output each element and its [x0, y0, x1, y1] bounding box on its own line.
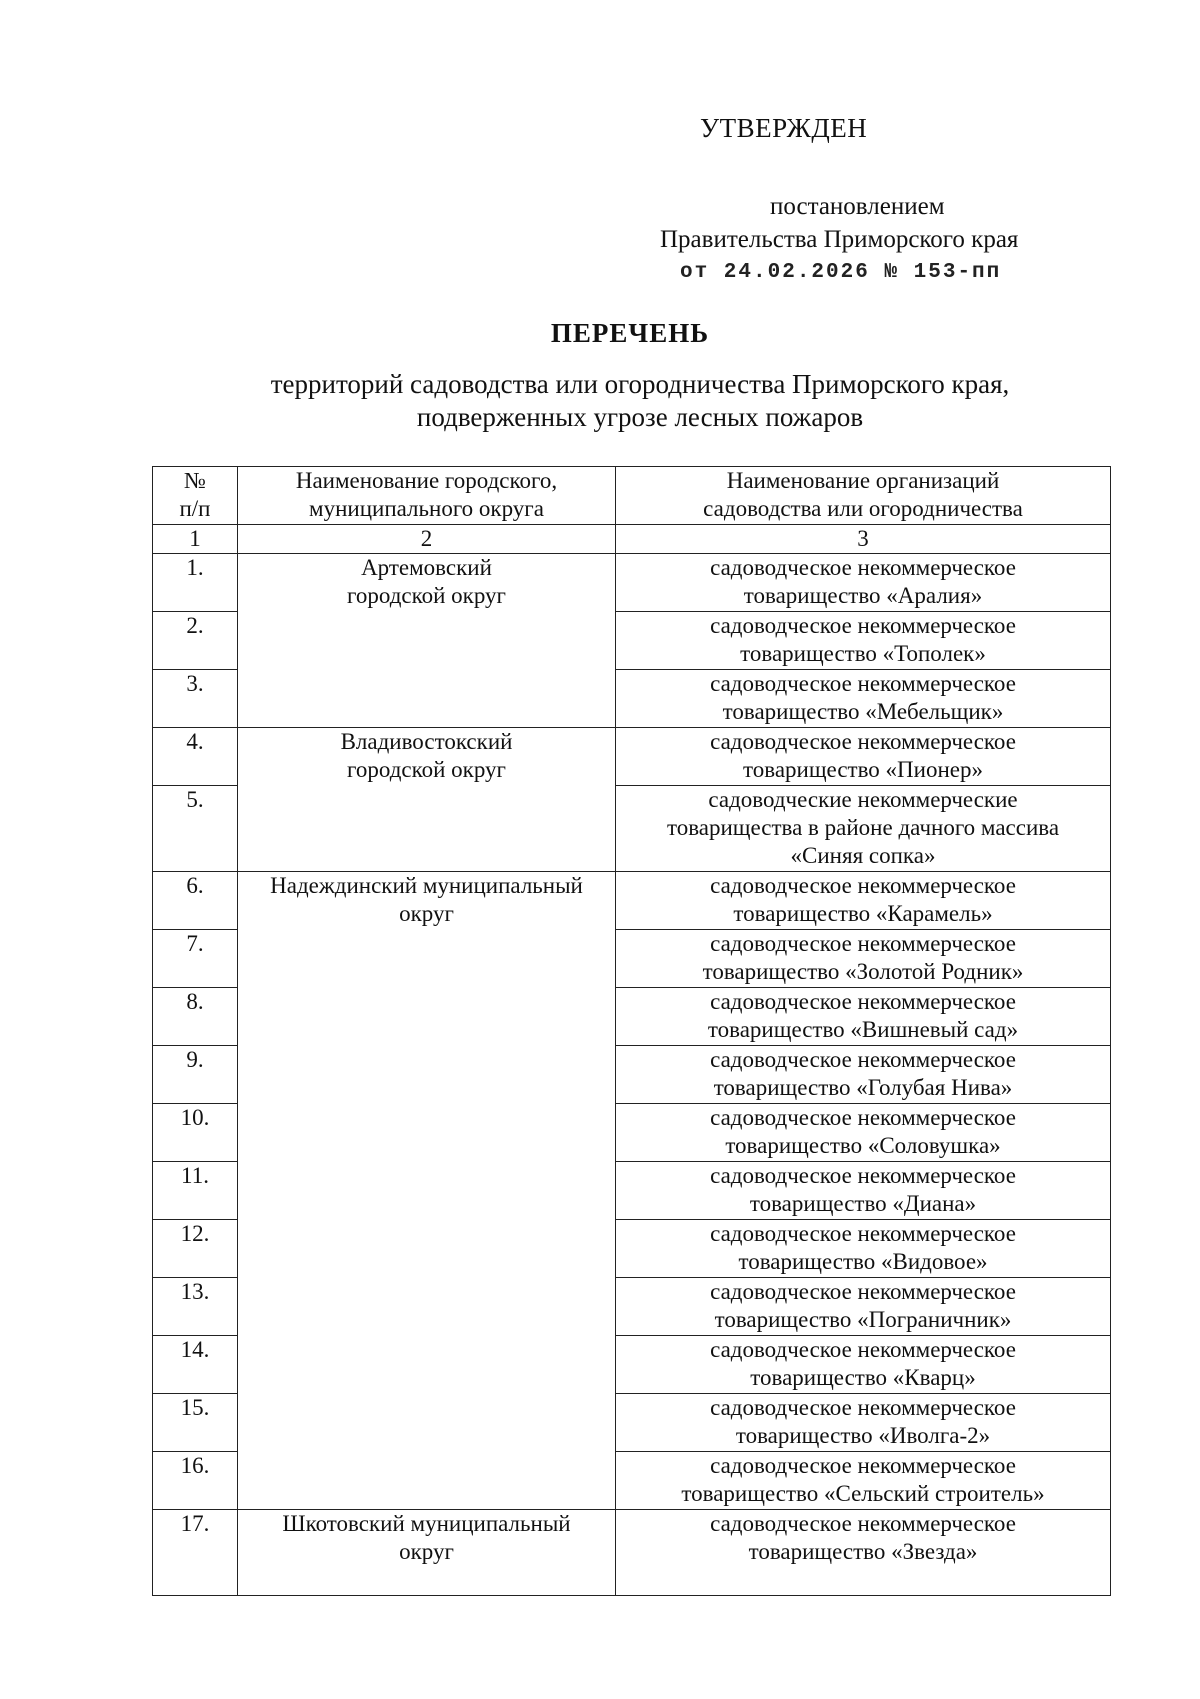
row-number: 1. — [153, 554, 238, 612]
table-row — [153, 554, 1111, 612]
organization-cell: садоводческое некоммерческое товарищество «Пионер» — [616, 728, 1111, 786]
decree-line-1: постановлением — [770, 193, 945, 220]
organization-cell: садоводческое некоммерческое товарищество «Аралия» — [616, 554, 1111, 612]
organization-cell: садоводческое некоммерческое товарищество «Видовое» — [616, 1220, 1111, 1278]
table-row — [153, 872, 1111, 930]
row-number: 2. — [153, 612, 238, 670]
table-header-row — [153, 467, 1111, 525]
row-number: 17. — [153, 1510, 238, 1596]
district-cell: Шкотовский муниципальный округ — [238, 1510, 616, 1596]
row-number: 4. — [153, 728, 238, 786]
document-subtitle — [200, 368, 1080, 434]
row-number: 11. — [153, 1162, 238, 1220]
decree-date-number: от 24.02.2026 № 153-пп — [680, 261, 1002, 284]
organization-cell: садоводческое некоммерческое товарищество «Звезда» — [616, 1510, 1111, 1596]
column-number: 2 — [238, 525, 616, 554]
row-number: 15. — [153, 1394, 238, 1452]
table-row — [153, 1510, 1111, 1596]
row-number: 3. — [153, 670, 238, 728]
organization-cell: садоводческое некоммерческое товарищество «Тополек» — [616, 612, 1111, 670]
organization-cell: садоводческое некоммерческое товарищество «Сельский строитель» — [616, 1452, 1111, 1510]
organization-cell: садоводческое некоммерческое товарищество «Золотой Родник» — [616, 930, 1111, 988]
decree-line-2: Правительства Приморского края — [660, 226, 1019, 253]
row-number: 7. — [153, 930, 238, 988]
header-number: № п/п — [153, 467, 238, 525]
row-number: 9. — [153, 1046, 238, 1104]
approval-stamp: УТВЕРЖДЕН — [700, 113, 868, 143]
organization-cell: садоводческое некоммерческое товарищество «Карамель» — [616, 872, 1111, 930]
column-number: 1 — [153, 525, 238, 554]
organization-cell: садоводческое некоммерческое товарищество «Диана» — [616, 1162, 1111, 1220]
organization-cell: садоводческие некоммерческие товарищества в районе дачного массива «Синяя сопка» — [616, 786, 1111, 872]
organization-cell: садоводческое некоммерческое товарищество «Голубая Нива» — [616, 1046, 1111, 1104]
organization-cell: садоводческое некоммерческое товарищество «Пограничник» — [616, 1278, 1111, 1336]
organization-cell: садоводческое некоммерческое товарищество «Кварц» — [616, 1336, 1111, 1394]
district-cell: Артемовский городской округ — [238, 554, 616, 728]
subtitle-line-1: территорий садоводства или огородничества Приморского края, — [270, 369, 1010, 399]
decree-reference — [640, 190, 1060, 289]
organization-cell: садоводческое некоммерческое товарищество «Иволга-2» — [616, 1394, 1111, 1452]
column-number: 3 — [616, 525, 1111, 554]
territories-table — [152, 466, 1111, 1596]
subtitle-line-2: подверженных угрозе лесных пожаров — [416, 402, 864, 432]
organization-cell: садоводческое некоммерческое товарищество «Вишневый сад» — [616, 988, 1111, 1046]
row-number: 6. — [153, 872, 238, 930]
row-number: 10. — [153, 1104, 238, 1162]
organization-cell: садоводческое некоммерческое товарищество «Соловушка» — [616, 1104, 1111, 1162]
column-number-row — [153, 525, 1111, 554]
row-number: 5. — [153, 786, 238, 872]
row-number: 14. — [153, 1336, 238, 1394]
table-row — [153, 728, 1111, 786]
row-number: 13. — [153, 1278, 238, 1336]
district-cell: Надеждинский муниципальный округ — [238, 872, 616, 1510]
row-number: 8. — [153, 988, 238, 1046]
row-number: 12. — [153, 1220, 238, 1278]
document-title: ПЕРЕЧЕНЬ — [550, 318, 710, 348]
organization-cell: садоводческое некоммерческое товарищество «Мебельщик» — [616, 670, 1111, 728]
row-number: 16. — [153, 1452, 238, 1510]
header-district: Наименование городского, муниципального округа — [238, 467, 616, 525]
header-organizations: Наименование организаций садоводства или огородничества — [616, 467, 1111, 525]
district-cell: Владивостокский городской округ — [238, 728, 616, 872]
